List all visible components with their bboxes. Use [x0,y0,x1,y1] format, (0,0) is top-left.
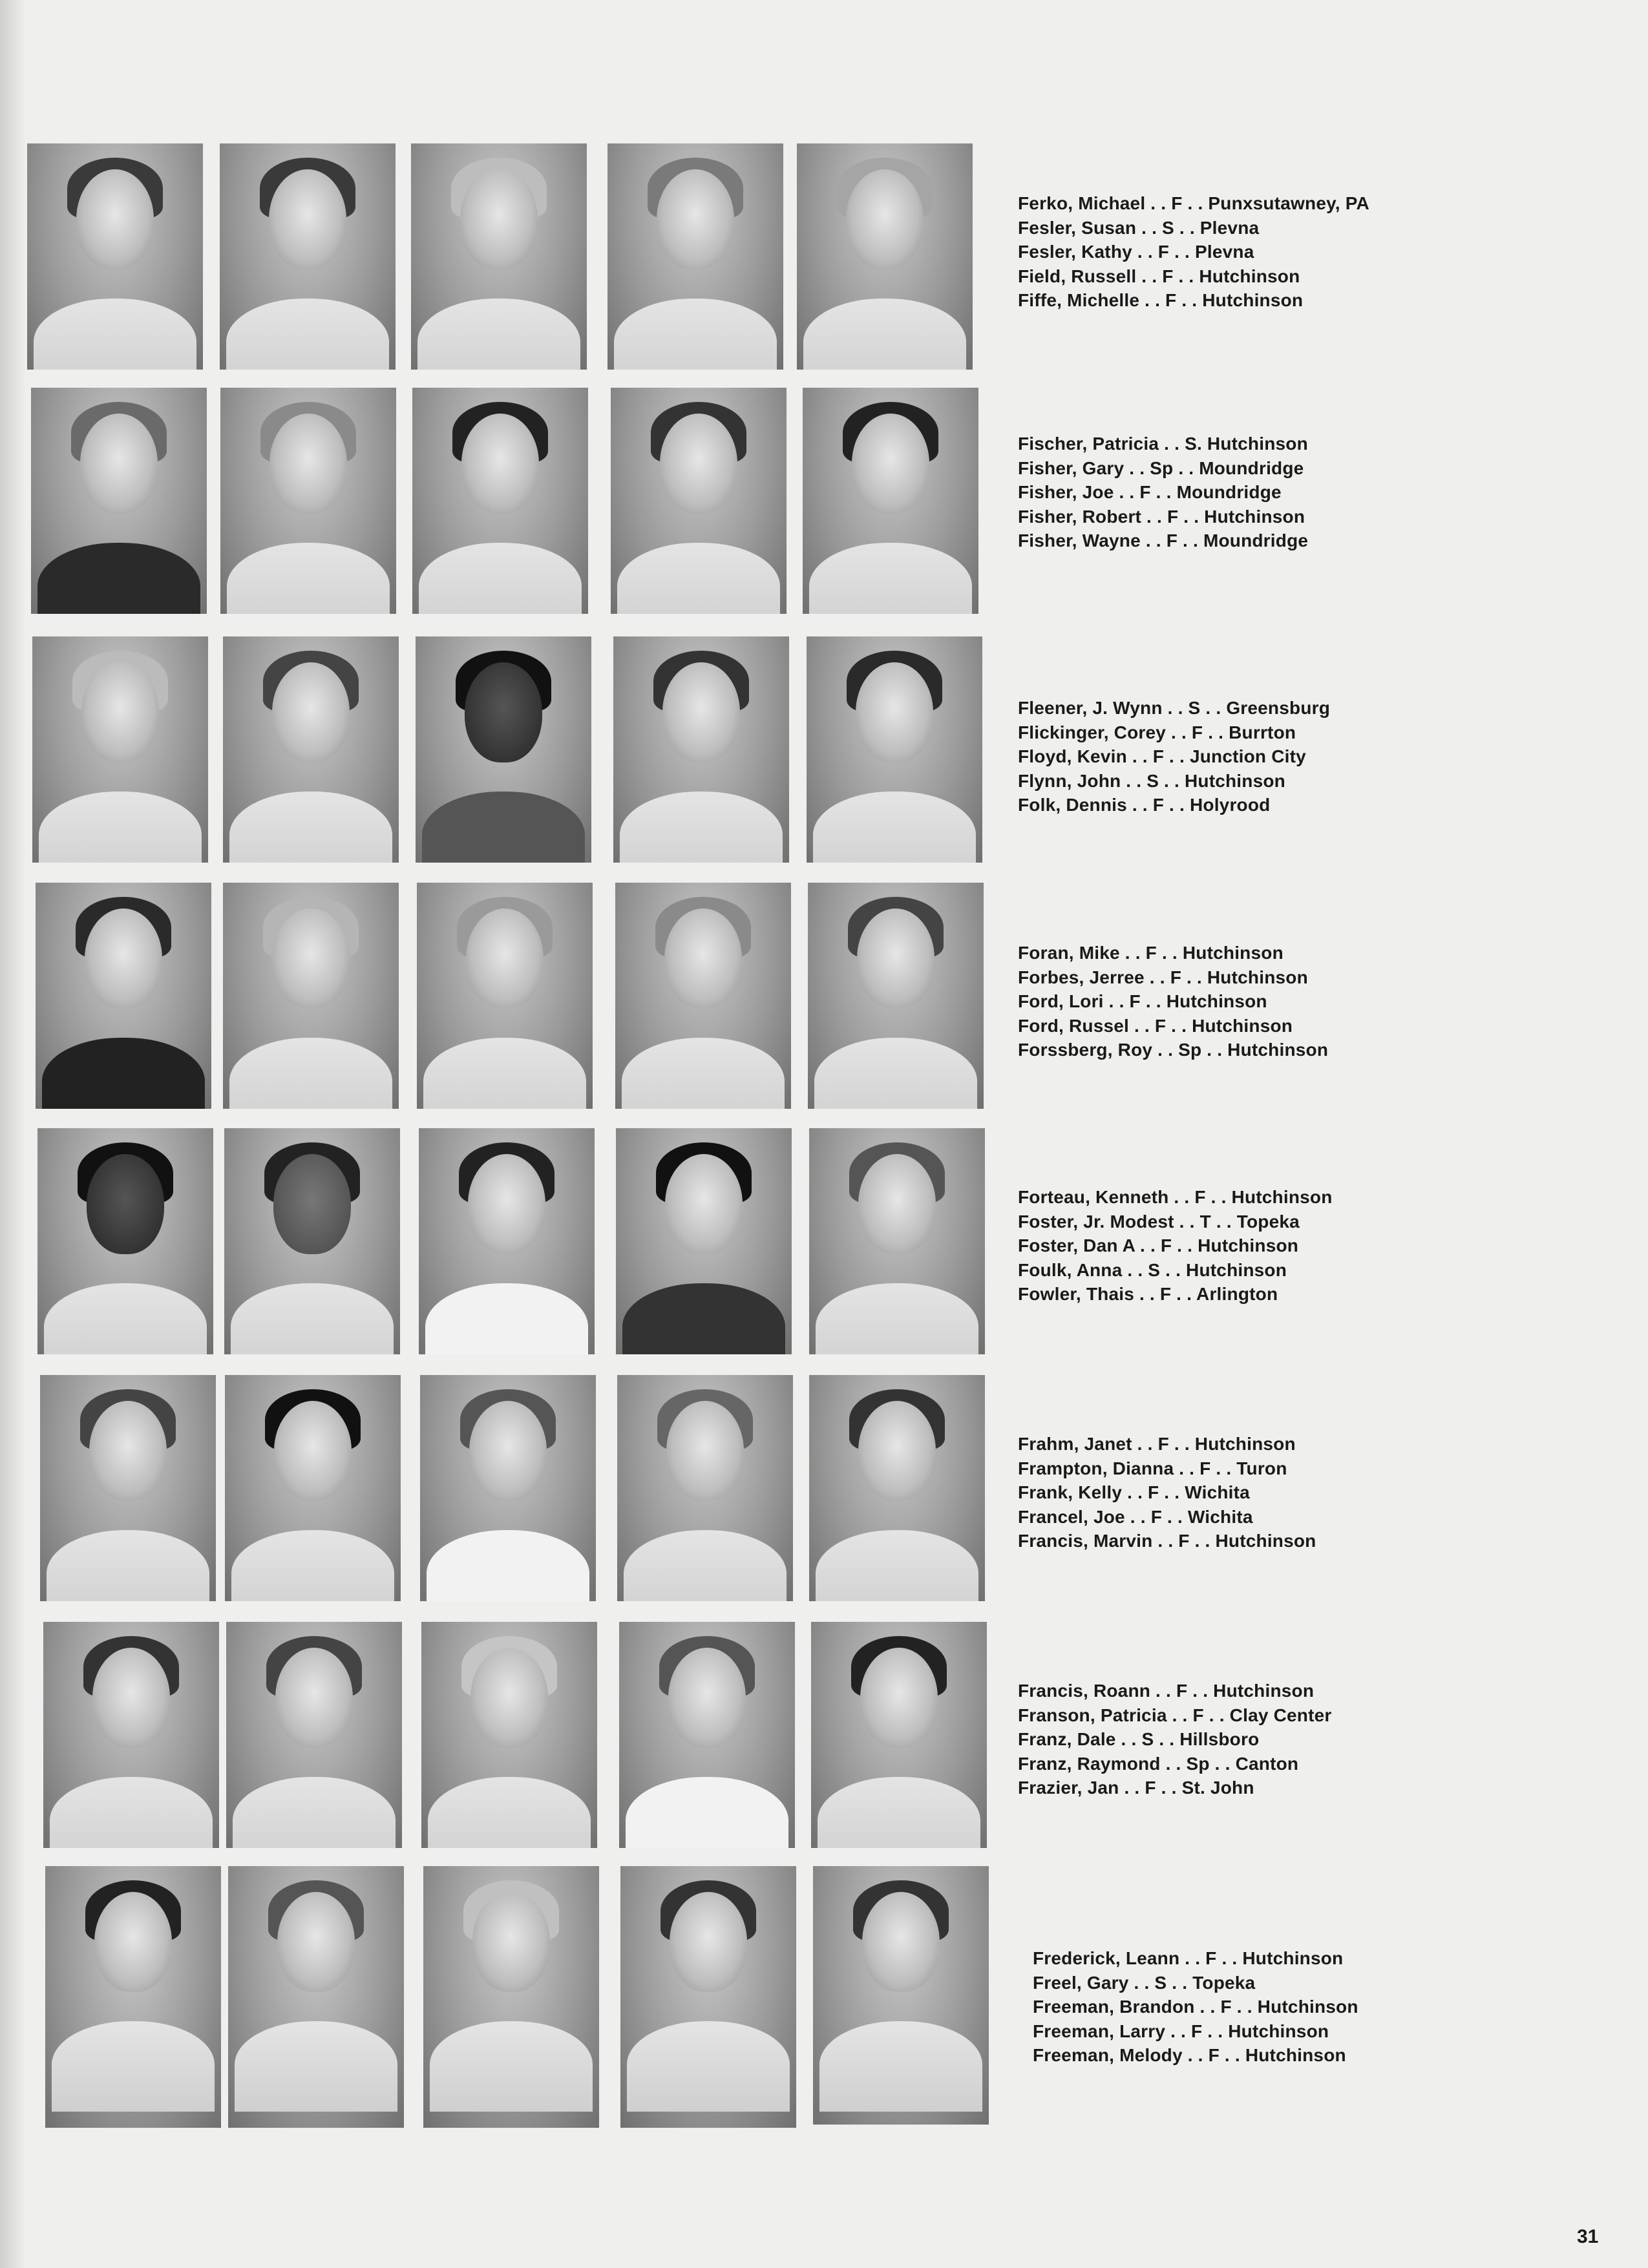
portrait-row [0,143,1648,376]
student-portrait [419,1128,595,1354]
student-portrait [223,636,399,863]
student-name: Forssberg, Roy . . Sp . . Hutchinson [1018,1040,1329,1060]
student-name: Fisher, Joe . . F . . Moundridge [1018,482,1282,502]
student-portrait [36,883,211,1109]
student-portrait [228,1866,404,2128]
student-name: Frederick, Leann . . F . . Hutchinson [1033,1948,1344,1968]
name-caption [1018,941,1470,1062]
student-name: Fisher, Robert . . F . . Hutchinson [1018,506,1305,527]
student-portrait [223,883,399,1109]
student-name: Freeman, Melody . . F . . Hutchinson [1033,2045,1346,2065]
student-portrait [40,1375,216,1601]
portrait-row [0,1866,1648,2099]
student-portrait [31,388,207,614]
student-portrait [416,636,591,863]
student-name: Ford, Russel . . F . . Hutchinson [1018,1015,1293,1036]
student-portrait [417,883,593,1109]
student-name: Forbes, Jerree . . F . . Hutchinson [1018,967,1308,987]
portrait-row [0,388,1648,620]
student-portrait [607,143,783,370]
student-portrait [611,388,787,614]
student-portrait [620,1866,796,2128]
student-name: Foster, Jr. Modest . . T . . Topeka [1018,1211,1300,1232]
student-name: Frampton, Dianna . . F . . Turon [1018,1458,1287,1478]
student-portrait [619,1622,795,1848]
page-number: 31 [1577,2226,1599,2247]
student-name: Foran, Mike . . F . . Hutchinson [1018,943,1284,963]
student-portrait [811,1622,987,1848]
student-portrait [225,1375,401,1601]
student-portrait [617,1375,793,1601]
student-name: Franson, Patricia . . F . . Clay Center [1018,1705,1332,1725]
name-caption [1033,1946,1485,2068]
student-portrait [220,388,396,614]
student-name: Franz, Raymond . . Sp . . Canton [1018,1753,1299,1774]
student-name: Fisher, Gary . . Sp . . Moundridge [1018,457,1304,478]
student-portrait [224,1128,400,1354]
student-name: Fiffe, Michelle . . F . . Hutchinson [1018,290,1304,310]
student-portrait [797,143,973,370]
student-name: Francis, Roann . . F . . Hutchinson [1018,1681,1315,1701]
student-portrait [45,1866,221,2128]
name-caption [1018,1679,1470,1800]
student-portrait [27,143,203,370]
student-name: Francis, Marvin . . F . . Hutchinson [1018,1531,1316,1551]
student-name: Freel, Gary . . S . . Topeka [1033,1972,1256,1993]
student-portrait [809,1128,985,1354]
student-name: Fleener, J. Wynn . . S . . Greensburg [1018,698,1331,718]
portrait-row [0,1375,1648,1608]
student-name: Ford, Lori . . F . . Hutchinson [1018,991,1267,1011]
student-name: Foster, Dan A . . F . . Hutchinson [1018,1235,1299,1255]
student-name: Fischer, Patricia . . S. Hutchinson [1018,434,1308,454]
student-portrait [37,1128,213,1354]
name-caption [1018,1185,1470,1307]
name-caption [1018,432,1470,553]
student-portrait [803,388,978,614]
student-name: Floyd, Kevin . . F . . Junction City [1018,746,1306,766]
student-portrait [411,143,587,370]
student-portrait [421,1622,597,1848]
student-portrait [615,883,791,1109]
student-name: Francel, Joe . . F . . Wichita [1018,1506,1253,1527]
student-name: Frahm, Janet . . F . . Hutchinson [1018,1434,1296,1454]
student-name: Foulk, Anna . . S . . Hutchinson [1018,1259,1287,1280]
student-name: Freeman, Brandon . . F . . Hutchinson [1033,1997,1358,2017]
student-portrait [32,636,208,863]
student-name: Fowler, Thais . . F . . Arlington [1018,1284,1278,1304]
portrait-row [0,883,1648,1115]
student-name: Freeman, Larry . . F . . Hutchinson [1033,2021,1329,2041]
student-portrait [43,1622,219,1848]
student-portrait [412,388,588,614]
name-caption [1018,191,1470,313]
portrait-row [0,1128,1648,1361]
student-name: Field, Russell . . F . . Hutchinson [1018,266,1300,286]
student-name: Fesler, Kathy . . F . . Plevna [1018,242,1254,262]
student-name: Flickinger, Corey . . F . . Burrton [1018,722,1296,742]
name-caption [1018,696,1470,817]
student-portrait [226,1622,402,1848]
student-portrait [220,143,396,370]
student-portrait [813,1866,989,2125]
student-portrait [809,1375,985,1601]
student-name: Folk, Dennis . . F . . Holyrood [1018,795,1271,815]
student-name: Frank, Kelly . . F . . Wichita [1018,1482,1250,1502]
student-portrait [423,1866,599,2128]
student-name: Ferko, Michael . . F . . Punxsutawney, PA [1018,193,1369,213]
student-portrait [807,636,982,863]
student-name: Flynn, John . . S . . Hutchinson [1018,770,1285,791]
portrait-row [0,636,1648,869]
name-caption [1018,1432,1470,1553]
student-name: Franz, Dale . . S . . Hillsboro [1018,1729,1260,1749]
student-portrait [616,1128,792,1354]
portrait-row [0,1622,1648,1854]
student-name: Fesler, Susan . . S . . Plevna [1018,217,1260,238]
student-portrait [420,1375,596,1601]
student-portrait [613,636,789,863]
student-name: Fisher, Wayne . . F . . Moundridge [1018,530,1309,551]
student-portrait [808,883,984,1109]
student-name: Forteau, Kenneth . . F . . Hutchinson [1018,1187,1333,1207]
student-name: Frazier, Jan . . F . . St. John [1018,1778,1254,1798]
